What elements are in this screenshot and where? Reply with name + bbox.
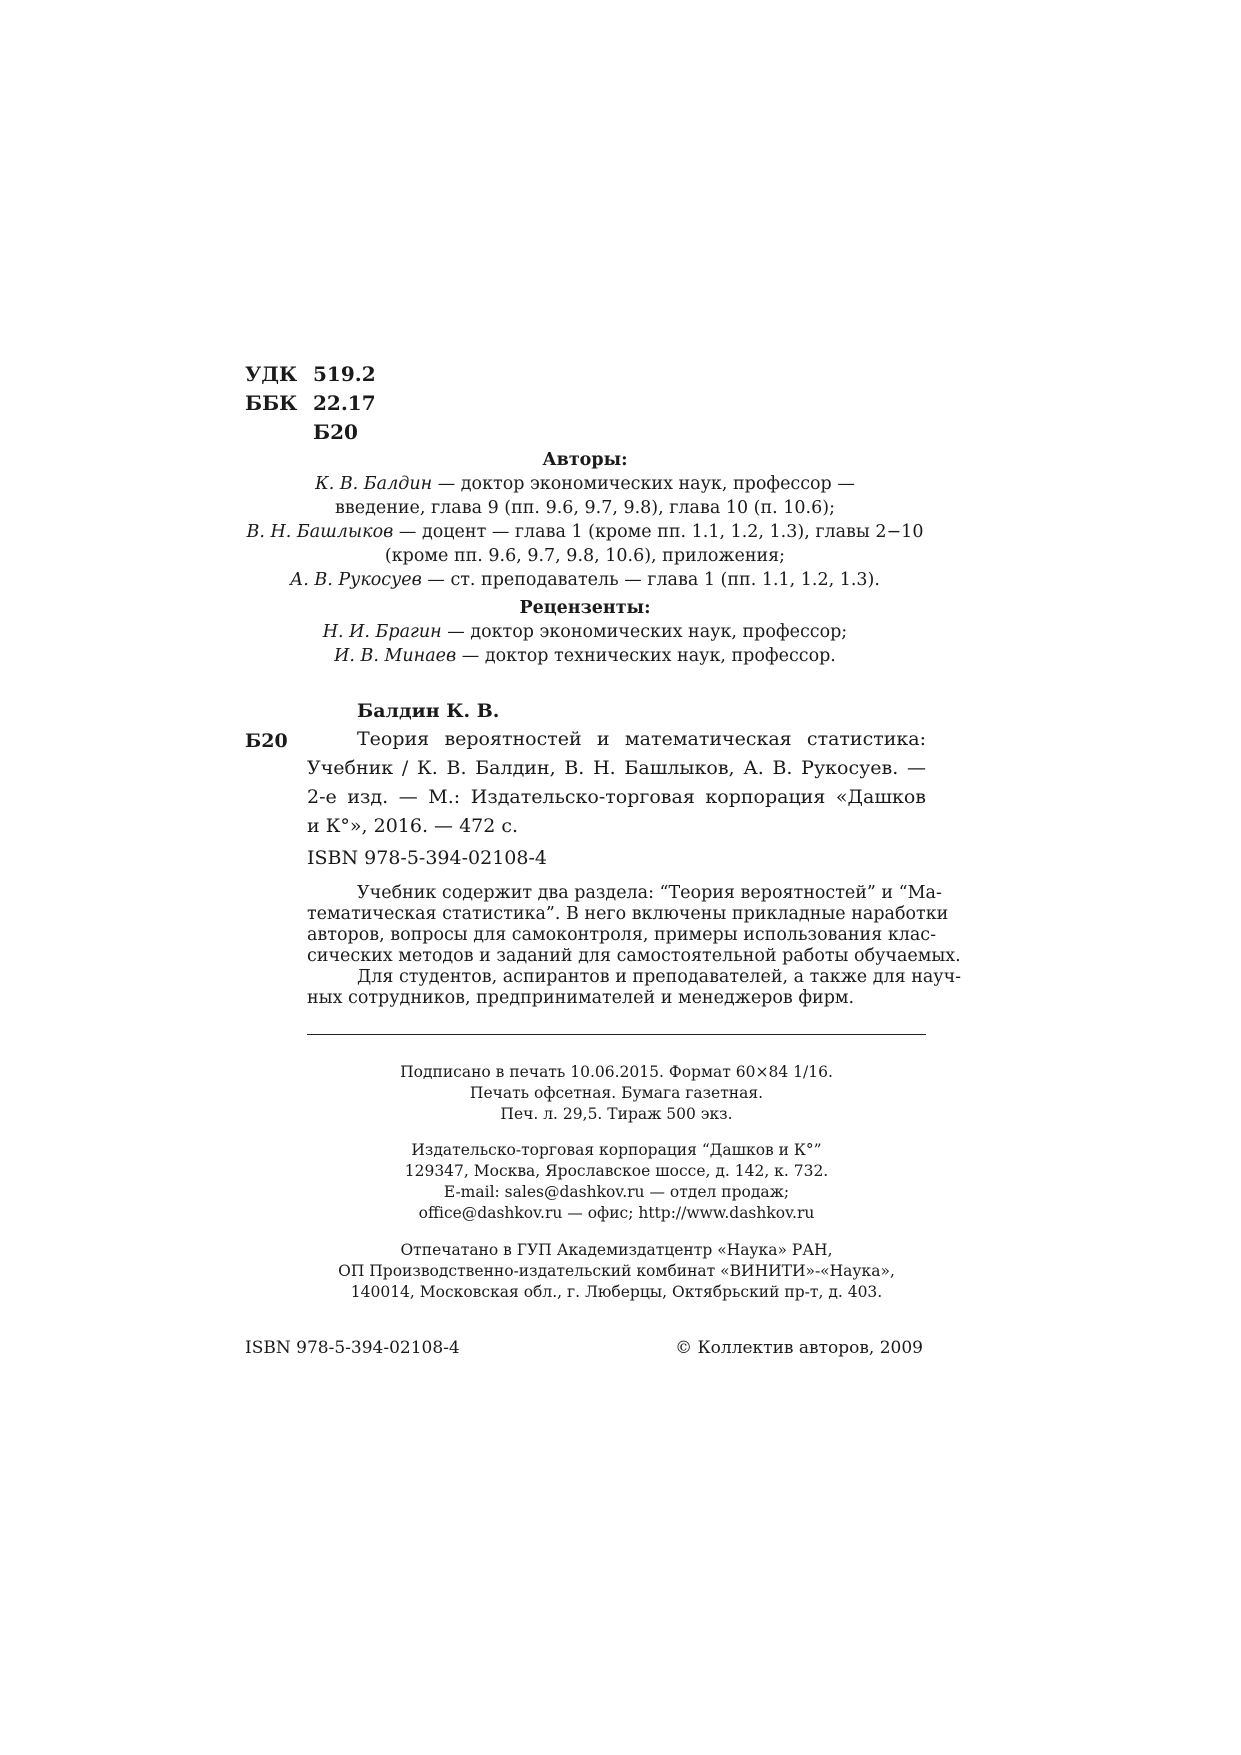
printer-details	[307, 1240, 926, 1303]
copyright: © Коллектив авторов, 2009	[675, 1338, 923, 1358]
bibliographic-description	[307, 725, 926, 841]
imprint-line: Издательско-торговая корпорация “Дашков и К°”	[411, 1141, 822, 1159]
reviewer-line: Н. И. Брагин — доктор экономических наук, профессор;	[322, 622, 848, 642]
authors-line: К. В. Балдин — доктор экономических наук, профессор —	[315, 474, 855, 494]
imprint-line: Печ. л. 29,5. Тираж 500 экз.	[500, 1105, 733, 1123]
imprint-line: ОП Производственно-издательский комбинат «ВИНИТИ»-«Наука»,	[338, 1262, 895, 1280]
author-name: К. В. Балдин	[315, 474, 433, 494]
bibliographic-author-heading: Балдин К. В.	[357, 700, 500, 722]
bib-line: Теория вероятностей и математическая статистика:	[357, 728, 926, 750]
authors-block	[240, 448, 930, 592]
imprint-line: E-mail: sales@dashkov.ru — отдел продаж;	[443, 1183, 790, 1201]
udk-row	[245, 360, 376, 389]
author-name: В. Н. Башлыков	[246, 522, 394, 542]
reviewer-name: И. В. Минаев	[334, 646, 457, 666]
authors-line: введение, глава 9 (пп. 9.6, 9.7, 9.8), глава 10 (п. 10.6);	[335, 498, 835, 518]
bib-line: Учебник / К. В. Балдин, В. Н. Башлыков, А. В. Рукосуев. —	[307, 757, 926, 779]
publisher-details	[307, 1140, 926, 1224]
annotation-line: тематическая статистика”. В него включены прикладные наработки	[307, 904, 949, 924]
annotation-line: сических методов и заданий для самостоятельной работы обучаемых.	[307, 946, 961, 966]
authors-heading: Авторы:	[542, 450, 628, 470]
divider	[307, 1034, 926, 1035]
annotation-line: ных сотрудников, предпринимателей и менеджеров фирм.	[307, 988, 855, 1008]
imprint-line: office@dashkov.ru — офис; http://www.dashkov.ru	[418, 1204, 815, 1222]
bbk-value: 22.17	[313, 391, 376, 415]
reviewer-name: Н. И. Брагин	[322, 622, 442, 642]
print-details	[307, 1062, 926, 1125]
imprint-line: 129347, Москва, Ярославское шоссе, д. 142, к. 732.	[404, 1162, 829, 1180]
annotation-line: Учебник содержит два раздела: “Теория вероятностей” и “Ма-	[357, 883, 942, 903]
author-mark: Б20	[313, 420, 358, 444]
reviewers-heading: Рецензенты:	[519, 598, 651, 618]
bib-line: 2-е изд. — М.: Издательско-торговая корпорация «Дашков	[307, 786, 926, 808]
annotation	[307, 883, 962, 1009]
imprint-line: 140014, Московская обл., г. Люберцы, Октябрьский пр-т, д. 403.	[350, 1283, 883, 1301]
author-name: А. В. Рукосуев	[290, 570, 422, 590]
author-mark-row	[245, 418, 376, 447]
imprint-line: Отпечатано в ГУП Академиздатцентр «Наука» РАН,	[400, 1241, 833, 1259]
udk-value: 519.2	[313, 362, 376, 386]
isbn: ISBN 978-5-394-02108-4	[307, 847, 547, 869]
footer-isbn: ISBN 978-5-394-02108-4	[245, 1338, 460, 1358]
authors-line: В. Н. Башлыков — доцент — глава 1 (кроме пп. 1.1, 1.2, 1.3), главы 2−10	[246, 522, 924, 542]
udk-label: УДК	[245, 362, 298, 386]
annotation-line: Для студентов, аспирантов и преподавателей, а также для науч-	[357, 967, 962, 987]
authors-line: (кроме пп. 9.6, 9.7, 9.8, 10.6), приложения;	[384, 546, 786, 566]
bib-line: и К°», 2016. — 472 с.	[307, 815, 519, 837]
annotation-line: авторов, вопросы для самоконтроля, примеры использования клас-	[307, 925, 937, 945]
imprint-line: Печать офсетная. Бумага газетная.	[469, 1084, 764, 1102]
authors-line: А. В. Рукосуев — ст. преподаватель — глава 1 (пп. 1.1, 1.2, 1.3).	[290, 570, 880, 590]
reviewers-block	[240, 596, 930, 668]
bbk-row	[245, 389, 376, 418]
reviewer-line: И. В. Минаев — доктор технических наук, профессор.	[334, 646, 836, 666]
classification-codes	[245, 360, 376, 447]
bibliographic-author-mark: Б20	[245, 730, 288, 752]
bbk-label: ББК	[245, 391, 298, 415]
imprint-line: Подписано в печать 10.06.2015. Формат 60×84 1/16.	[400, 1063, 833, 1081]
